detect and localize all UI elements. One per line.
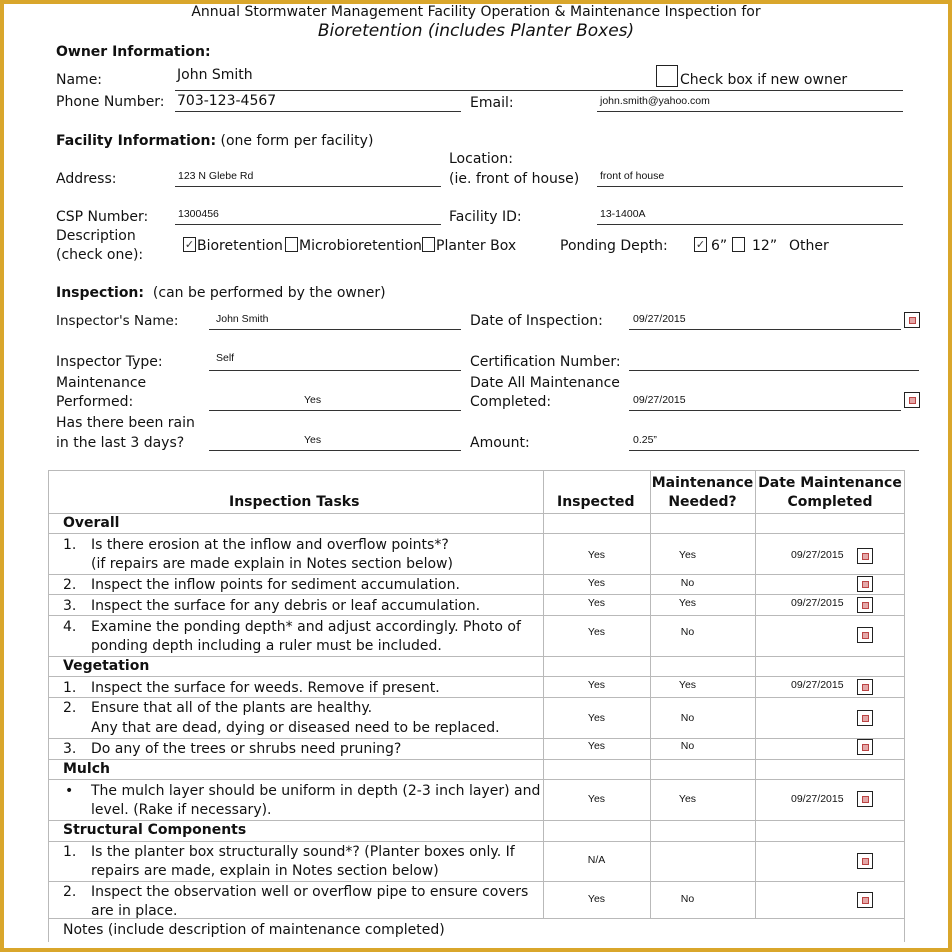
- table-row-divider: [48, 533, 904, 534]
- ponding-label: Ponding Depth:: [560, 238, 668, 254]
- table-row-divider: [48, 881, 904, 882]
- section-structural: Structural Components: [63, 822, 247, 838]
- inspected-value[interactable]: Yes: [587, 679, 606, 691]
- planter-box-checkbox[interactable]: [422, 237, 435, 252]
- table-row-divider: [48, 738, 904, 739]
- ponding-6-label: 6”: [711, 238, 728, 254]
- email-underline: [597, 111, 903, 112]
- description-label-1: Description: [56, 228, 136, 244]
- needed-value[interactable]: Yes: [678, 597, 697, 609]
- completed-date-value[interactable]: 09/27/2015: [791, 549, 844, 561]
- microbioretention-checkbox[interactable]: [285, 237, 298, 252]
- inspection-date-underline: [629, 329, 901, 330]
- task-text-line-1: Ensure that all of the plants are healthy.: [91, 700, 373, 716]
- table-row-divider: [48, 615, 904, 616]
- inspection-heading: Inspection: (can be performed by the owner): [56, 285, 386, 301]
- address-label: Address:: [56, 171, 117, 187]
- calendar-icon[interactable]: [857, 679, 873, 695]
- inspector-name-label: Inspector's Name:: [56, 313, 179, 329]
- calendar-icon[interactable]: [857, 791, 873, 807]
- planter-box-label: Planter Box: [436, 238, 517, 254]
- csp-field[interactable]: 1300456: [178, 208, 219, 220]
- inspected-value[interactable]: Yes: [587, 549, 606, 561]
- calendar-icon[interactable]: [857, 853, 873, 869]
- table-col-divider-2: [650, 470, 651, 918]
- section-vegetation: Vegetation: [63, 658, 150, 674]
- notes-label: Notes (include description of maintenance completed): [63, 922, 445, 938]
- table-row-divider: [48, 656, 904, 657]
- phone-label: Phone Number:: [56, 94, 165, 110]
- table-row-divider: [48, 594, 904, 595]
- table-row-divider: [48, 841, 904, 842]
- email-label: Email:: [470, 95, 514, 111]
- inspected-value[interactable]: Yes: [587, 793, 606, 805]
- address-field[interactable]: 123 N Glebe Rd: [178, 170, 254, 182]
- col-header-needed-2: Needed?: [668, 494, 737, 510]
- phone-underline: [175, 111, 461, 112]
- task-text-line-2: ponding depth including a ruler must be included.: [91, 638, 442, 654]
- ponding-12-checkbox[interactable]: [732, 237, 745, 252]
- task-text-line-2: repairs are made, explain in Notes section below): [91, 863, 439, 879]
- calendar-icon[interactable]: [857, 710, 873, 726]
- date-all-label-2: Completed:: [470, 394, 552, 410]
- table-top-border: [48, 470, 904, 471]
- task-text-line-1: Inspect the observation well or overflow pipe to ensure covers: [91, 884, 529, 900]
- task-number: 3.: [63, 741, 77, 757]
- calendar-icon[interactable]: [857, 576, 873, 592]
- inspection-date-label: Date of Inspection:: [470, 313, 603, 329]
- inspection-date-field[interactable]: 09/27/2015: [633, 313, 686, 325]
- task-bullet: •: [65, 783, 74, 799]
- inspected-value[interactable]: Yes: [587, 712, 606, 724]
- needed-value[interactable]: No: [680, 577, 695, 589]
- calendar-icon[interactable]: [857, 627, 873, 643]
- table-right-border: [904, 470, 905, 942]
- task-number: 2.: [63, 884, 77, 900]
- inspected-value[interactable]: Yes: [587, 740, 606, 752]
- needed-value[interactable]: Yes: [678, 793, 697, 805]
- facility-heading: Facility Information: (one form per facility): [56, 133, 374, 149]
- phone-field[interactable]: 703-123-4567: [177, 93, 277, 109]
- microbioretention-label: Microbioretention: [299, 238, 422, 254]
- certification-label: Certification Number:: [470, 354, 621, 370]
- amount-label: Amount:: [470, 435, 530, 451]
- maintenance-label-1: Maintenance: [56, 375, 147, 391]
- location-field[interactable]: front of house: [600, 170, 665, 182]
- inspected-value[interactable]: Yes: [587, 626, 606, 638]
- col-header-inspected: Inspected: [557, 494, 635, 510]
- table-col-divider-1: [543, 470, 544, 918]
- inspected-value[interactable]: Yes: [587, 597, 606, 609]
- task-text-line-2: are in place.: [91, 903, 178, 919]
- task-number: 2.: [63, 577, 77, 593]
- task-text-line-1: Inspect the surface for any debris or leaf accumulation.: [91, 598, 481, 614]
- table-row-divider: [48, 513, 904, 514]
- amount-field[interactable]: 0.25”: [633, 434, 657, 446]
- col-header-date-2: Completed: [787, 494, 873, 510]
- name-underline: [175, 90, 903, 91]
- maintenance-underline: [209, 410, 461, 411]
- csp-label: CSP Number:: [56, 209, 149, 225]
- calendar-icon[interactable]: [857, 597, 873, 613]
- new-owner-label: Check box if new owner: [680, 72, 848, 88]
- inspection-date-calendar-icon[interactable]: [904, 312, 920, 328]
- csp-underline: [175, 224, 441, 225]
- facility-id-field[interactable]: 13-1400A: [600, 208, 646, 220]
- col-header-tasks: Inspection Tasks: [229, 494, 360, 510]
- task-text-line-2: (if repairs are made explain in Notes section below): [91, 556, 453, 572]
- new-owner-checkbox[interactable]: [656, 65, 678, 87]
- table-row-divider: [48, 759, 904, 760]
- owner-heading: Owner Information:: [56, 44, 211, 60]
- certification-underline[interactable]: [629, 370, 919, 371]
- inspector-type-underline: [209, 370, 461, 371]
- table-row-divider: [48, 779, 904, 780]
- table-row-divider: [48, 697, 904, 698]
- rain-field[interactable]: Yes: [304, 434, 322, 446]
- location-underline: [597, 186, 903, 187]
- needed-value[interactable]: Yes: [678, 549, 697, 561]
- task-text-line-1: The mulch layer should be uniform in depth (2-3 inch layer) and: [91, 783, 541, 799]
- rain-label-1: Has there been rain: [56, 415, 195, 431]
- inspector-type-label: Inspector Type:: [56, 354, 163, 370]
- name-field[interactable]: John Smith: [177, 67, 253, 83]
- form-subtitle: Bioretention (includes Planter Boxes): [317, 21, 635, 41]
- table-row-divider: [48, 820, 904, 821]
- name-label: Name:: [56, 72, 103, 88]
- amount-underline: [629, 450, 919, 451]
- completed-date-value[interactable]: 09/27/2015: [791, 597, 844, 609]
- task-number: 3.: [63, 598, 77, 614]
- inspected-value[interactable]: Yes: [587, 577, 606, 589]
- needed-value[interactable]: No: [680, 712, 695, 724]
- location-label-1: Location:: [449, 151, 513, 167]
- needed-value[interactable]: No: [680, 893, 695, 905]
- calendar-icon[interactable]: [857, 892, 873, 908]
- task-number: 1.: [63, 537, 77, 553]
- inspector-name-field[interactable]: John Smith: [216, 313, 269, 325]
- section-mulch: Mulch: [63, 761, 110, 777]
- email-field[interactable]: john.smith@yahoo.com: [600, 95, 710, 107]
- inspected-value[interactable]: Yes: [587, 893, 606, 905]
- date-all-label-1: Date All Maintenance: [470, 375, 620, 391]
- task-text-line-1: Is the planter box structurally sound*? (Planter boxes only. If: [91, 844, 515, 860]
- needed-value[interactable]: Yes: [678, 679, 697, 691]
- inspected-value[interactable]: N/A: [587, 854, 606, 866]
- needed-value[interactable]: No: [680, 626, 695, 638]
- bioretention-checkbox[interactable]: ✓: [184, 238, 195, 251]
- facility-id-underline: [597, 224, 903, 225]
- table-row-divider: [48, 676, 904, 677]
- task-text-line-2: Any that are dead, dying or diseased need to be replaced.: [91, 720, 500, 736]
- ponding-other-label: Other: [789, 238, 829, 254]
- task-text-line-1: Do any of the trees or shrubs need pruning?: [91, 741, 402, 757]
- task-number: 1.: [63, 844, 77, 860]
- bioretention-label: Bioretention: [197, 238, 283, 254]
- task-number: 1.: [63, 680, 77, 696]
- col-header-date-1: Date Maintenance: [758, 475, 902, 491]
- calendar-icon[interactable]: [857, 739, 873, 755]
- completed-date-value[interactable]: 09/27/2015: [791, 793, 844, 805]
- table-col-divider-3: [755, 470, 756, 918]
- completed-date-value[interactable]: 09/27/2015: [791, 679, 844, 691]
- task-text-line-1: Examine the ponding depth* and adjust accordingly. Photo of: [91, 619, 521, 635]
- form-title: Annual Stormwater Management Facility Operation & Maintenance Inspection for: [191, 4, 761, 20]
- table-row-divider: [48, 574, 904, 575]
- date-all-calendar-icon[interactable]: [904, 392, 920, 408]
- table-left-border: [48, 470, 49, 942]
- location-label-2: (ie. front of house): [449, 171, 580, 187]
- inspector-name-underline: [209, 329, 461, 330]
- task-number: 4.: [63, 619, 77, 635]
- ponding-6-checkbox[interactable]: ✓: [695, 238, 706, 251]
- section-overall: Overall: [63, 515, 120, 531]
- needed-value[interactable]: No: [680, 740, 695, 752]
- description-label-2: (check one):: [56, 247, 144, 263]
- task-text-line-1: Inspect the surface for weeds. Remove if present.: [91, 680, 440, 696]
- inspector-type-field[interactable]: Self: [216, 352, 235, 364]
- task-text-line-1: Inspect the inflow points for sediment accumulation.: [91, 577, 460, 593]
- address-underline: [175, 186, 441, 187]
- col-header-needed-1: Maintenance: [651, 475, 754, 491]
- task-text-line-1: Is there erosion at the inflow and overflow points*?: [91, 537, 449, 553]
- rain-label-2: in the last 3 days?: [56, 435, 185, 451]
- date-all-underline: [629, 410, 901, 411]
- task-text-line-2: level. (Rake if necessary).: [91, 802, 272, 818]
- facility-id-label: Facility ID:: [449, 209, 522, 225]
- date-all-field[interactable]: 09/27/2015: [633, 394, 686, 406]
- maintenance-label-2: Performed:: [56, 394, 134, 410]
- task-number: 2.: [63, 700, 77, 716]
- maintenance-performed-field[interactable]: Yes: [304, 394, 322, 406]
- ponding-12-label: 12”: [752, 238, 778, 254]
- rain-underline: [209, 450, 461, 451]
- calendar-icon[interactable]: [857, 548, 873, 564]
